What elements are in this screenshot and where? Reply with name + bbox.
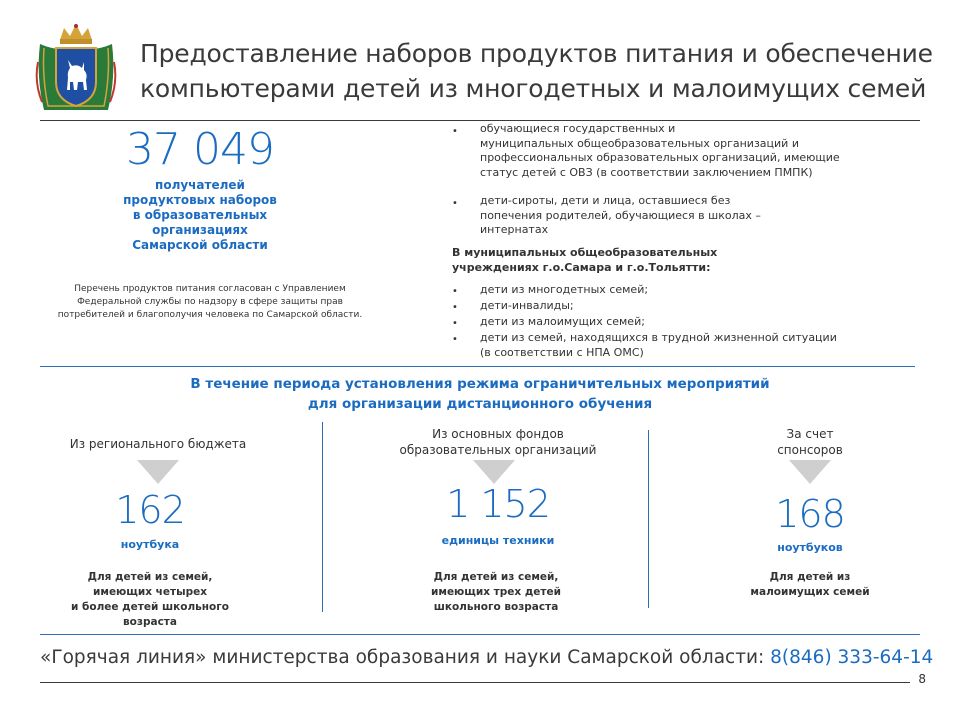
heading-line: В течение периода установления режима ограничительных мероприятий [190,376,770,392]
period-heading [60,374,900,414]
list-item-line: дети из малоимущих семей; [480,315,645,328]
triangle-down-icon [789,460,831,484]
desc-line: Самарской области [132,238,268,252]
desc-line: продуктовых наборов [123,193,277,207]
list-item-line: дети-инвалиды; [480,299,574,312]
list-item-line: (в соответствии с НПА ОМС) [480,345,644,359]
desc-line: имеющих трех детей [431,586,561,598]
bullet-icon: • [452,302,458,313]
triangle-down-icon [137,460,179,484]
laptops-sponsors-description [720,570,900,600]
header-divider [40,120,920,121]
list-item [480,283,648,298]
footer-divider-bottom [40,682,910,683]
desc-line: Для детей из [769,571,851,583]
coat-of-arms-icon [34,22,118,114]
desc-line: малоимущих семей [750,586,870,598]
list-item [480,299,574,314]
triangle-down-icon [473,460,515,484]
column-divider [648,430,649,608]
list-item-line: дети из многодетных семей; [480,283,649,296]
column-heading [740,426,880,458]
heading-line: За счет [786,427,834,441]
laptops-sponsors-unit: ноутбуков [777,541,843,554]
list-item [480,194,761,238]
heading-line: образовательных организаций [399,443,597,457]
hotline-phone-link[interactable]: 8(846) 333-64-14 [770,647,934,668]
note-line: Федеральной службы по надзору в сфере защиты прав [77,297,343,307]
equipment-description [386,570,606,615]
column-heading [380,426,616,458]
note-line: потребителей и благополучия человека по Самарской области. [57,310,363,320]
heading-line: Из регионального бюджета [69,437,247,451]
list-item [480,331,837,360]
desc-line: Для детей из семей, [87,571,213,583]
list-item [480,122,840,180]
desc-line: получателей [155,178,245,192]
bullet-icon: • [452,126,458,137]
heading-line: учреждениях г.о.Самара и г.о.Тольятти: [452,261,711,274]
laptops-regional-count: 162 [115,488,185,532]
heading-line: В муниципальных общеобразовательных [452,246,718,259]
hotline-label: «Горячая линия» министерства образования и науки Самарской области: [40,647,771,668]
bullet-icon: • [452,318,458,329]
laptops-sponsors-count: 168 [775,492,845,536]
list-item-line: профессиональных образовательных организаций, имеющие [480,151,840,164]
list-item-line: попечения родителей, обучающиеся в школах – [480,208,761,222]
list-item-line: обучающиеся государственных и [480,122,676,135]
list-item-line: муниципальных общеобразовательных организаций и [480,136,799,150]
page-title [140,36,933,106]
desc-line: в образовательных [132,208,268,222]
desc-line: и более детей школьного [71,601,229,613]
note-line: Перечень продуктов питания согласован с Управлением [74,284,346,294]
hotline [40,647,934,668]
desc-line: возраста [123,616,177,628]
list-item [480,315,645,330]
column-heading [40,436,276,452]
heading-line: для организации дистанционного обучения [307,396,653,412]
desc-line: имеющих четырех [93,586,207,598]
list-item-line: дети-сироты, дети и лица, оставшиеся без [480,194,731,207]
column-divider [322,422,323,612]
heading-line: Из основных фондов [432,427,564,441]
bullet-icon: • [452,334,458,345]
laptops-regional-description [40,570,260,630]
desc-line: школьного возраста [433,601,559,613]
bullet-icon: • [452,198,458,209]
heading-line: спонсоров [777,443,843,457]
page-number: 8 [918,672,926,686]
equipment-count: 1 152 [446,482,550,526]
list-item-line: интернатах [480,223,549,236]
list-item-line: статус детей с ОВЗ (в соответствии заключением ПМПК) [480,165,813,179]
title-line: компьютерами детей из многодетных и малоимущих семей [140,74,927,103]
food-sets-count: 37 049 [126,124,274,175]
list-item-line: дети из семей, находящихся в трудной жизненной ситуации [480,331,837,344]
food-sets-description [100,178,300,253]
footer-divider-top [40,634,920,635]
municipal-heading [452,245,717,275]
section-divider [40,366,915,367]
equipment-unit: единицы техники [441,534,555,547]
desc-line: организациях [152,223,248,237]
laptops-regional-unit: ноутбука [120,538,180,551]
bullet-icon: • [452,286,458,297]
agreement-note [40,283,380,322]
desc-line: Для детей из семей, [433,571,559,583]
title-line: Предоставление наборов продуктов питания и обеспечение [140,39,933,68]
